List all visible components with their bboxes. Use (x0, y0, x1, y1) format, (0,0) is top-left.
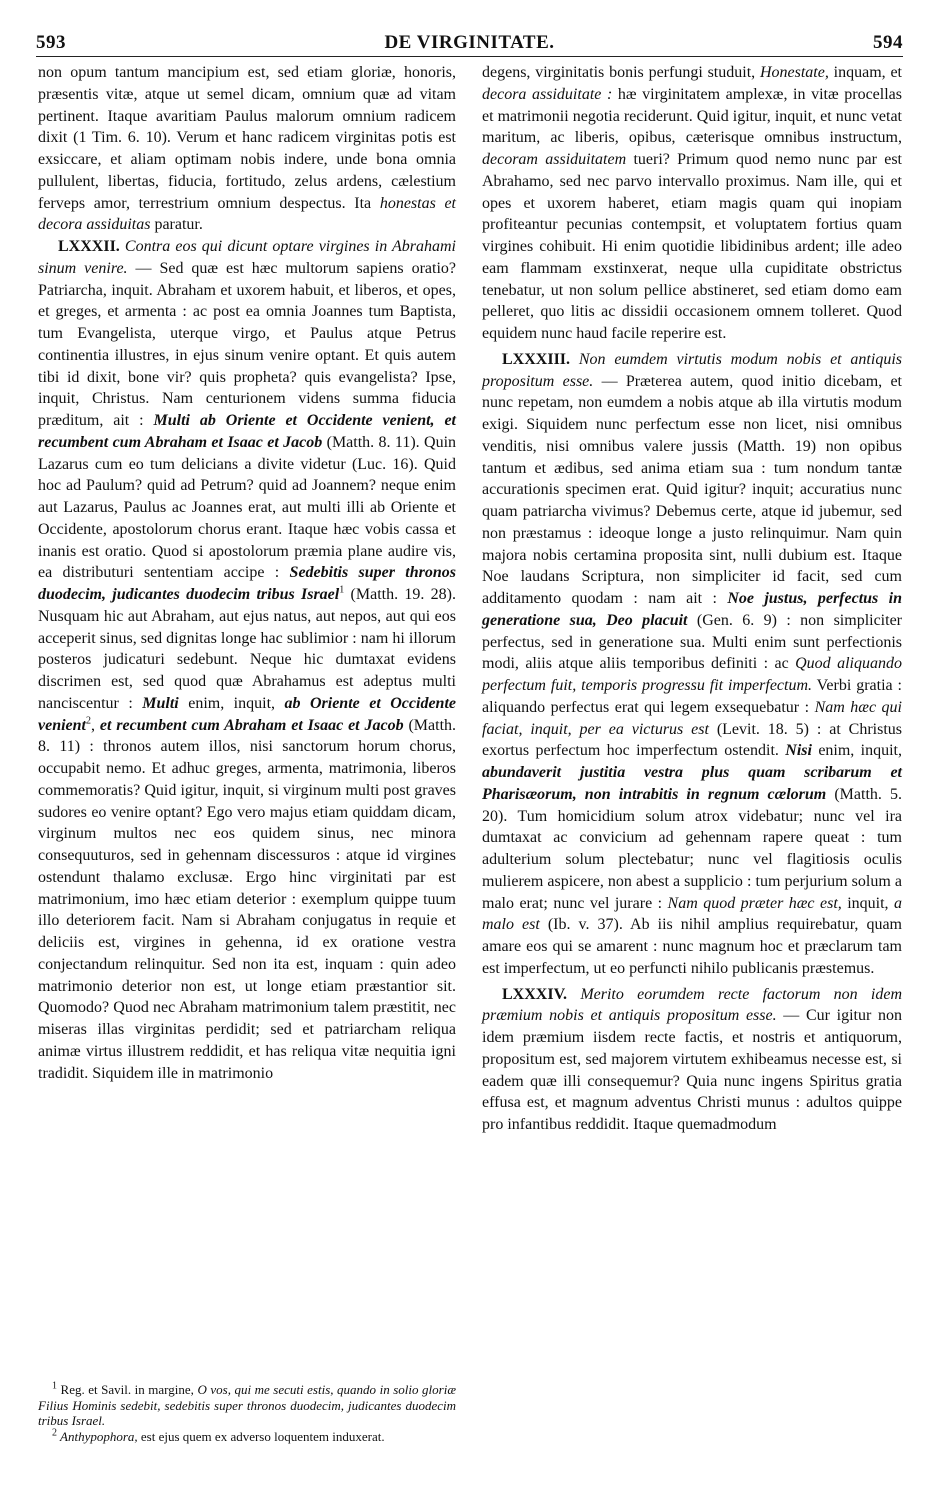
footnote-ref: 2 (86, 715, 91, 727)
text-run: Reg. et Savil. in margine, (57, 1382, 198, 1397)
text-run: (Matth. 19. 28). Nusquam hic aut Abraham, aut ejus natus, aut nepos, aut qui eos acceperit sinus, sed dignitas longe hac sublimior : nam hi illorum posteros judicaturi sedebunt. Neque hic dumtaxat evidens discrimen est, sed quod quæ Abrahamus est adeptus multi nanciscentur : (38, 586, 457, 712)
text-run: (Matth. 8. 11) : thronos autem illos, nisi sanctorum horum chorus, occupabit nemo. Et adhuc greges, armenta, matrimonia, liberos commemoratis? Quid igitur, inquit, si virginum multi post graves sudores eo venire optant? Ego vero majus etiam quiddam dicam, virginum multos nec eos quidem sinus, nec minora consequuturos, sed in gehennam discessuros : atque id virgines ostendunt thalamo exclusæ. Ergo hinc virginitati par est matrimonium, imo hæc etiam deterior : exemplum quippe tuum illo deteriorem facit. Nam si Abraham conjugatus in requie et deliciis est, virgines in gehenna, id ex oratione vestra conjectandum relinquitur. Sed non ita est, inquam : quin adeo matrimonio deterior non est, ut longe etiam præstantior sit. Quomodo? Quod nec Abraham matrimonium talem præstitit, nec miseras illas virginitas perdidit; sed et patriarcham reliqua animæ virtus illustrem reddidit, et has reliqua vitæ nequitia igni tradidit. Siquidem ille in matrimonio (38, 716, 457, 1082)
text-run: inquit, (841, 894, 894, 912)
quote-run: Nisi (785, 742, 812, 760)
italic-run: Nam quod præter hæc est, (667, 894, 842, 912)
section-title: Contra eos qui dicunt optare virgines in Abrahami sinum venire. (38, 238, 457, 277)
italic-run: Anthypophora, (57, 1428, 138, 1444)
italic-run: Quod aliquando perfectum fuit, temporis progressu fit imperfectum. (482, 655, 902, 694)
italic-run: honestas et decora assiduitas (38, 194, 457, 234)
footnotes (38, 1382, 456, 1444)
italic-run: decoram assiduitatem (482, 151, 627, 168)
footnote-ref: 1 (339, 584, 345, 596)
section-number: LXXXIII. (502, 350, 571, 368)
quote-run: ab Oriente et Occidente venient (38, 694, 457, 734)
section-title: Merito eorumdem recte factorum non idem præmium nobis et antiquis propositum esse. (482, 985, 902, 1025)
text-run: — Sed quæ est hæc multorum sapiens oratio? Patriarcha, inquit. Abraham et uxorem habuit, et liberos, et opes, et greges, et armenta : ac post ea omnia Joannes tum Baptista, tum Evangelista, uterque virgo, et Paulus atque Petrus continentia illustres, in ejus sinum venire optant. Et quis autem tibi id dixit, bone vir? quis propheta? quis evangelista? Ipse, inquit, Christus. Nam centurionem videns summa fiducia præditum, ait : (38, 259, 456, 429)
text-run: Verbi gratia : aliquando perfectus erat qui legem exsequebatur : (482, 677, 902, 716)
text-run: paratur. (150, 216, 203, 234)
section-title: Non eumdem virtutis modum nobis et antiquis propositum esse. (482, 350, 902, 390)
text-run: degens, virginitatis bonis perfungi studuit, (482, 64, 760, 81)
quote-run: et recumbent cum Abraham et Isaac et Jacob (99, 716, 404, 734)
text-run: (Ib. v. 37). Ab iis nihil amplius requirebatur, quam amare eos qui se amarent : nunc magnum hoc et præclarum tam est imperfectum, ut eo perfuncti nihilo publicanis præstemus. (482, 916, 902, 977)
quote-run: Sedebitis super thronos duodecim, judicantes duodecim tribus Israel (38, 564, 457, 603)
running-title: DE VIRGINITATE. (384, 32, 555, 53)
paragraph-continued (38, 62, 456, 236)
italic-run: Nam hæc qui faciat, inquit, per ea victurus est (482, 698, 902, 738)
text-run: hæ virginitatem amplexæ, in vitæ procellas et matrimonii negotia reciderunt. Quid igitur, inquit, et nunc vetat maritum, ac liberis, opibus, cæterisque omnibus instructum, (482, 85, 903, 147)
italic-run: a malo est (482, 894, 902, 934)
text-run: , (91, 716, 100, 734)
footnote-number: 2 (52, 1427, 57, 1439)
text-run: enim, inquit, (811, 742, 903, 760)
right-column (482, 62, 902, 1136)
text-run: non opum tantum mancipium est, sed etiam gloriæ, honoris, præsentis vitæ, atque ut semel dicam, omnium quæ ad vitam pertinent. Itaque avaritiam Paulus malorum omnium radicem dixit (1 Tim. 6. 10). Verum et hanc radicem virginitas potis est exsiccare, et aliam optimam nobis indere, unde bona omnia pullulent, libertas, fiducia, fortitudo, zelus ardens, cælestium ferveps amor, terrestrium omnium despectus. Ita (38, 64, 456, 212)
header-rule (36, 56, 903, 57)
section-number: LXXXII. (58, 238, 120, 255)
text-run: inquam, et (828, 64, 903, 81)
quote-run: Noe justus, perfectus in generatione sua, Deo placuit (482, 590, 903, 629)
section-82 (38, 236, 456, 1084)
footnote-number: 1 (52, 1380, 57, 1392)
section-83 (482, 349, 902, 980)
text-run: (Levit. 18. 5) : at Christus exortus perfectum hoc imperfectum ostendit. (482, 720, 902, 760)
quote-run: Multi (142, 694, 179, 712)
section-84 (482, 984, 902, 1136)
quote-run: abundaverit justitia vestra plus quam scribarum et Pharisæorum, non intrabitis in regnum cælorum (482, 764, 902, 803)
text-run: enim, inquit, (178, 694, 285, 712)
footnote-1 (38, 1382, 456, 1429)
quote-run: Multi ab Oriente et Occidente venient, et recumbent cum Abraham et Isaac et Jacob (38, 412, 456, 451)
footnote-2 (38, 1429, 456, 1445)
text-run: (Gen. 6. 9) : non simpliciter perfectus, sed in generatione sua. Multi enim sunt perfectionis modi, aliis atque aliis temporibus definiti : ac (482, 611, 903, 673)
text-run: — Præterea autem, quod initio dicebam, et nunc repetam, non eumdem a nobis atque ab illa virtutis modum exigi. Siquidem nunc perfectum esse non licet, nisi omnibus venditis, nisi omnibus valere jussis (Matth. 19) non opibus tantum et ædibus, sed anima etiam sua : tum nondum tantæ accurationis specimen erat. Quid igitur? inquit; accuratius nunc quam patriarcha vivimus? Debemus certe, atque id jubemur, sed non præstamus : ideoque longe a justo relinquimur. Nam quin majora nobis certamina proposita sint, nulli dubium est. Itaque Noe laudans Scriptura, non simpliciter id facit, sed cum additamento quodam : nam ait : (482, 372, 902, 607)
text-run: tueri? Primum quod nemo nunc par est Abrahamo, sed nec parvo intervallo proximus. Nam ille, qui et opes et uxorem haberet, etiam magis quam qui inopiam profiteantur pecunias contempsit, et voluptatem fortius quam virgines cohibuit. Hi enim quotidie libidinibus ardent; ille adeo eam flammam exstinxerat, neque ulla cupiditate obstrictus tenebatur, ut non solum pellice abstineret, sed etiam domo eam pelleret, quo litis ac dissidii occasionem omnem tolleret. Quod equidem nunc haud facile reperire est. (482, 151, 903, 342)
running-header (36, 32, 903, 56)
italic-run: Honestate, (759, 64, 829, 81)
page-number-right: 594 (873, 32, 903, 53)
italic-run: O vos, qui me secuti estis, quando in solio gloriæ Filius Hominis sedebit, sedebitis super thronos duodecim, judicantes duodecim tribus Israel. (38, 1382, 456, 1428)
text-run: est ejus quem ex adverso loquentem induxerat. (137, 1428, 385, 1444)
paragraph-continued (482, 62, 902, 345)
page-number-left: 593 (36, 32, 66, 53)
text-run: (Matth. 8. 11). Quin Lazarus cum eo tum delicians a divite videtur (Luc. 16). Quid hoc ad Paulum? quid ad Petrum? quid ad Joannem? neque enim aut Lazarus, Paulus ac Joannes erat, aut multi illi ab Oriente et Occidente, apostolorum chorus erant. Itaque hæc vobis cassa et inanis est oratio. Quod si apostolorum præmia plane audire vis, ea distributuri sententiam accipe : (38, 433, 457, 582)
text-run: (Matth. 5. 20). Tum homicidium solum atrox videbatur; nunc vel ira dumtaxat ac convicium ad gehennam rapere queat : tum adulterium solum plectebatur; nunc vel flagitiosis oculis mulierem aspicere, non abest a supplicio : tum perjurium solum a malo erat; nunc vel jurare : (482, 785, 903, 912)
left-column (38, 62, 456, 1084)
text-run: — Cur igitur non idem præmium iisdem recte factis, et nostris et antiquorum, propositum est, sed majorem virtutem exhibeamus necesse est, si eadem quæ illi consequemur? Quia nunc ingens Spiritus gratia effusa est, et magnum adventus Christi munus : adultos quippe pro infantibus reddidit. Itaque quemadmodum (482, 1007, 902, 1133)
italic-run: decora assiduitate : (482, 85, 613, 103)
section-number: LXXXIV. (502, 985, 568, 1003)
